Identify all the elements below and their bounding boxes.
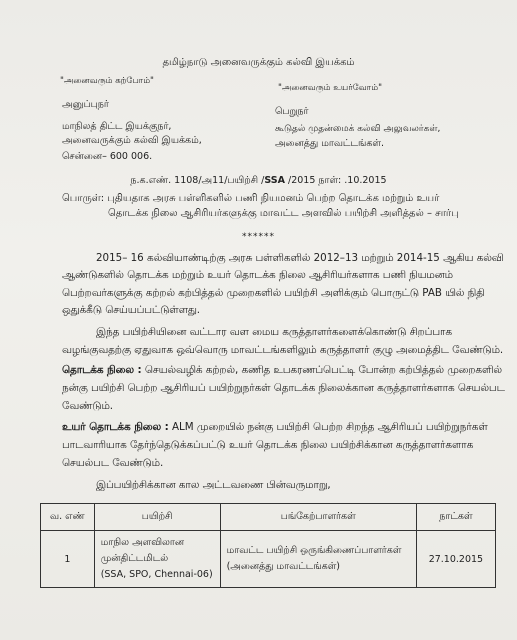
paragraph-2-line-1: இந்த பயிற்சியினை வட்டார வள மைய கருத்தாளர்களைக்கொண்டு சிறப்பாக bbox=[96, 326, 452, 338]
reference-suffix: /2015 நாள்: .10.2015 bbox=[284, 175, 387, 186]
paragraph-4-line-2: பாடவாரியாக தேர்ந்தெடுக்கப்பட்டு உயர் தொடக்க நிலை பயிற்சிக்கான கருத்தாளர்களாக bbox=[62, 439, 474, 451]
row-serial: 1 bbox=[41, 531, 95, 588]
schedule-header-row bbox=[41, 504, 496, 531]
paragraph-1-line-1: 2015– 16 கல்வியாண்டிற்கு அரசு பள்ளிகளில் 2012–13 மற்றும் 2014-15 ஆகிய கல்வி bbox=[96, 252, 504, 264]
paragraph-3-line-3: வேண்டும். bbox=[62, 400, 114, 412]
training-line-2: முன்திட்டமிடல் bbox=[100, 553, 169, 564]
to-line-2: அனைத்து மாவட்டங்கள். bbox=[275, 138, 385, 149]
to-label: பெறுநர் bbox=[275, 106, 309, 117]
header-dates: நாட்கள் bbox=[416, 504, 495, 531]
motto-left: "அனைவரும் கற்போம்" bbox=[60, 76, 154, 86]
paragraph-4-line-3: செயல்பட வேண்டும். bbox=[62, 457, 164, 469]
from-label: அனுப்புநர் bbox=[62, 99, 109, 110]
paragraph-4-text-1: ALM முறையில் நன்கு பயிற்சி பெற்ற சிறந்த ஆசிரியப் பயிற்றுநர்கள் bbox=[168, 421, 488, 433]
paragraph-2-line-2: வழங்குவதற்கு ஏதுவாக ஒவ்வொரு மாவட்டங்களிலும் கருத்தாளர் குழு அமைத்திட வேண்டும். bbox=[62, 344, 504, 356]
paragraph-1-line-2: ஆண்டுகளில் தொடக்க மற்றும் உயர் தொடக்க நிலை ஆசிரியர்களாக பணி நியமனம் bbox=[62, 269, 453, 281]
subject-line-2: தொடக்க நிலை ஆசிரியர்களுக்கு மாவட்ட அளவில் பயிற்சி அளித்தல் – சார்பு bbox=[108, 208, 459, 219]
header-participants: பங்கேற்பாளர்கள் bbox=[220, 504, 416, 531]
to-line-1: கூடுதல் முதன்மைக் கல்வி அலுவலர்கள், bbox=[275, 124, 441, 134]
header-training: பயிற்சி bbox=[94, 504, 220, 531]
paragraph-5: இப்பயிற்சிக்கான கால அட்டவணை பின்வருமாறு, bbox=[96, 479, 331, 491]
department-header: தமிழ்நாடு அனைவருக்கும் கல்வி இயக்கம் bbox=[162, 57, 355, 68]
upper-primary-label: உயர் தொடக்க நிலை : bbox=[62, 421, 169, 433]
primary-level-label: தொடக்க நிலை : bbox=[62, 364, 142, 376]
paragraph-3-text-1: செயல்வழிக் கற்றல், கணித உபகரணப்பெட்டி போன்ற கற்பித்தல் முறைகளில் bbox=[141, 364, 502, 376]
header-serial: வ. எண் bbox=[41, 504, 95, 531]
motto-right: "அனைவரும் உயர்வோம்" bbox=[278, 83, 382, 93]
table-row bbox=[41, 531, 496, 588]
from-line-2: அனைவருக்கும் கல்வி இயக்கம், bbox=[62, 135, 202, 146]
reference-number bbox=[0, 175, 517, 187]
separator: ****** bbox=[242, 232, 275, 242]
schedule-table bbox=[40, 503, 496, 588]
from-line-3: சென்னை– 600 006. bbox=[62, 151, 153, 162]
participants-line-1: மாவட்ட பயிற்சி ஒருங்கிணைப்பாளர்கள் bbox=[226, 545, 402, 556]
reference-prefix: ந.க.எண். 1108/அ11/பயிற்சி / bbox=[130, 175, 265, 186]
row-participants bbox=[220, 531, 416, 588]
training-line-3: (SSA, SPO, Chennai-06) bbox=[100, 569, 213, 580]
reference-scheme: SSA bbox=[264, 175, 285, 186]
paragraph-3-line-2: நன்கு பயிற்சி பெற்ற ஆசிரியப் பயிற்றுநர்கள் தொடக்க நிலைக்கான கருத்தாளர்களாக செயல்பட bbox=[62, 382, 505, 394]
subject-line-1: பொருள்: புதியதாக அரசு பள்ளிகளில் பணி நியமனம் பெற்ற தொடக்க மற்றும் உயர் bbox=[62, 193, 440, 204]
participants-line-2: (அனைத்து மாவட்டங்கள்) bbox=[226, 561, 341, 572]
training-line-1: மாநில அளவிலான bbox=[100, 537, 185, 548]
paragraph-1-line-4: ஒதுக்கீடு செய்யப்பட்டுள்ளது. bbox=[62, 304, 201, 316]
paragraph-3-line-1 bbox=[62, 364, 502, 377]
paragraph-4-line-1 bbox=[62, 421, 488, 434]
from-line-1: மாநிலத் திட்ட இயக்குநர், bbox=[62, 121, 172, 132]
paragraph-1-line-3: பெற்றவர்களுக்கு கற்றல் கற்பித்தல் முறைகளில் பயிற்சி அளிக்கும் பொருட்டு PAB யில் நிதி bbox=[62, 287, 485, 299]
row-date: 27.10.2015 bbox=[416, 531, 495, 588]
row-training bbox=[94, 531, 220, 588]
